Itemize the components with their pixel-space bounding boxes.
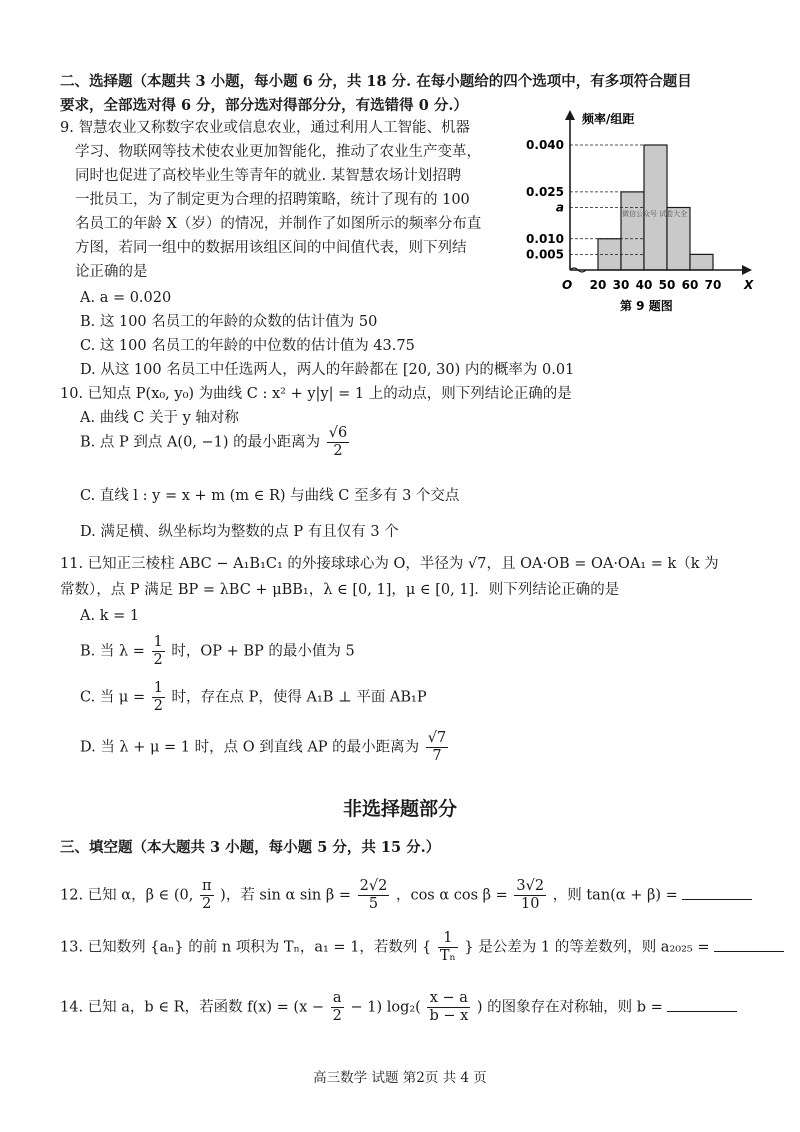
page-footer: 高三数学 试题 第2页 共 4 页 xyxy=(313,1070,487,1086)
fraction xyxy=(152,634,165,669)
q11-c-post: 时，存在点 P，使得 A₁B ⊥ 平面 AB₁P xyxy=(171,689,427,706)
fraction-numerator: 1 xyxy=(438,930,458,948)
q14-text: − 1) log₂( xyxy=(350,999,421,1016)
q12-text: 12. 已知 α，β ∈ (0, xyxy=(60,887,194,904)
y-tick-label: 0.025 xyxy=(526,184,564,199)
q9-line: 方图，若同一组中的数据用该组区间的中间值代表，则下列结 xyxy=(75,240,467,256)
answer-blank[interactable] xyxy=(667,997,737,1012)
q9-option-a: A. a = 0.020 xyxy=(80,290,172,306)
x-tick-label: 50 xyxy=(658,278,676,292)
fraction-numerator: 2√2 xyxy=(359,878,388,894)
section-2-heading-line1: 二、选择题（本题共 3 小题，每小题 6 分，共 18 分. 在每小题给的四个选项中，有多项符合题目 xyxy=(60,73,692,90)
q11-option-c xyxy=(80,680,427,715)
q14-text: 14. 已知 a，b ∈ R，若函数 f(x) = (x − xyxy=(60,999,325,1016)
q10-option-b xyxy=(80,425,351,460)
q11-option-d xyxy=(80,730,450,765)
q13-text: } 是公差为 1 的等差数列，则 a₂₀₂₅ = xyxy=(464,939,710,956)
histogram-bar-[60,70) xyxy=(690,254,713,270)
question-14 xyxy=(60,990,737,1025)
y-tick-label: 0.005 xyxy=(526,247,564,262)
x-tick-label: 40 xyxy=(635,278,653,292)
q9-option-d: D. 从这 100 名员工中任选两人，两人的年龄都在 [20, 30) 内的概率为 0.01 xyxy=(80,362,575,378)
fraction-denominator: 2 xyxy=(153,698,163,714)
fraction xyxy=(200,878,214,913)
q11-line1: 11. 已知正三棱柱 ABC − A₁B₁C₁ 的外接球球心为 O，半径为 √7，且 OA·OB = OA·OA₁ = k（k 为 xyxy=(60,556,719,572)
x-tick-label: 70 xyxy=(704,278,722,292)
section-2-heading-line2: 要求，全部选对得 6 分，部分选对得部分分，有选错得 0 分.） xyxy=(60,97,468,114)
y-tick-label: 0.010 xyxy=(526,231,564,246)
y-axis-title: 频率/组距 xyxy=(582,112,635,126)
q13-text: 13. 已知数列 {aₙ} 的前 n 项积为 Tₙ，a₁ = 1，若数列 { xyxy=(60,939,432,956)
fraction xyxy=(438,930,458,965)
question-13 xyxy=(60,930,784,965)
q12-text: )，若 sin α sin β = xyxy=(220,887,352,904)
fraction-denominator: b − x xyxy=(429,1008,469,1024)
q12-text: ，则 tan(α + β) = xyxy=(552,887,678,904)
q11-d-pre: D. 当 λ + μ = 1 时，点 O 到直线 AP 的最小距离为 xyxy=(80,739,420,756)
section-3-heading: 三、填空题（本大题共 3 小题，每小题 5 分，共 15 分.） xyxy=(60,839,441,856)
y-tick-label: 0.040 xyxy=(526,138,564,152)
watermark-text: 微信公众号 试卷大全 xyxy=(622,210,688,218)
q12-text: ，cos α cos β = xyxy=(395,887,508,904)
fraction-numerator: 1 xyxy=(153,634,163,650)
y-tick-label: a xyxy=(555,200,564,215)
q11-option-a: A. k = 1 xyxy=(80,608,140,624)
fraction-numerator: 3√2 xyxy=(516,878,545,894)
q9-line: 论正确的是 xyxy=(75,264,148,280)
q10-option-c: C. 直线 l : y = x + m (m ∈ R) 与曲线 C 至多有 3 个交点 xyxy=(80,488,460,504)
fraction xyxy=(331,990,344,1025)
histogram-bar-[30,40) xyxy=(621,192,644,270)
origin-label: O xyxy=(562,278,573,292)
q11-b-post: 时，OP + BP 的最小值为 5 xyxy=(171,643,355,660)
fraction xyxy=(327,425,349,460)
fraction xyxy=(514,878,546,913)
fraction-numerator: π xyxy=(202,878,212,894)
q9-option-c: C. 这 100 名员工的年龄的中位数的估计值为 43.75 xyxy=(80,338,415,354)
fraction-denominator: 7 xyxy=(432,748,442,764)
q11-b-pre: B. 当 λ = xyxy=(80,643,145,660)
q10-option-a: A. 曲线 C 关于 y 轴对称 xyxy=(80,410,239,426)
q9-line: 学习、物联网等技术使农业更加智能化，推动了农业生产变革， xyxy=(75,144,481,160)
x-tick-label: 30 xyxy=(612,278,630,292)
q9-line: 名员工的年龄 X（岁）的情况，并制作了如图所示的频率分布直 xyxy=(75,216,482,232)
q14-text: ) 的图象存在对称轴，则 b = xyxy=(476,999,663,1016)
fraction-numerator: 1 xyxy=(153,680,163,696)
fraction-denominator: 2 xyxy=(332,1008,342,1024)
histogram-bar-[40,50) xyxy=(644,145,667,270)
q11-line2: 常数），点 P 满足 BP = λBC + μBB₁，λ ∈ [0, 1]，μ ∈ [0, 1]．则下列结论正确的是 xyxy=(60,582,620,598)
fraction-numerator: √7 xyxy=(427,730,447,746)
x-axis-title: X xyxy=(744,278,754,292)
q10-stem: 10. 已知点 P(x₀, y₀) 为曲线 C : x² + y|y| = 1 上的动点，则下列结论正确的是 xyxy=(60,386,572,402)
fraction-denominator: 5 xyxy=(368,896,379,912)
q9-option-b: B. 这 100 名员工的年龄的众数的估计值为 50 xyxy=(80,314,378,330)
chart-caption: 第 9 题图 xyxy=(620,299,673,313)
fraction-denominator: Tₙ xyxy=(439,948,456,964)
fraction-numerator: a xyxy=(331,990,344,1008)
histogram-chart xyxy=(520,108,760,320)
fraction-denominator: 2 xyxy=(333,443,343,459)
fraction-denominator: 10 xyxy=(521,896,540,912)
q11-c-pre: C. 当 μ = xyxy=(80,689,146,706)
q11-option-b xyxy=(80,634,355,669)
fraction xyxy=(358,878,390,913)
x-tick-label: 20 xyxy=(589,278,607,292)
q10-option-d: D. 满足横、纵坐标均为整数的点 P 有且仅有 3 个 xyxy=(80,524,399,540)
fraction-numerator: x − a xyxy=(427,990,470,1008)
fraction xyxy=(152,680,165,715)
answer-blank[interactable] xyxy=(714,937,784,952)
q9-line: 一批员工，为了制定更为合理的招聘策略，统计了现有的 100 xyxy=(75,192,470,208)
answer-blank[interactable] xyxy=(682,885,752,900)
q9-line: 同时也促进了高校毕业生等青年的就业. 某智慧农场计划招聘 xyxy=(75,168,462,184)
fraction-numerator: √6 xyxy=(328,425,348,441)
fraction xyxy=(426,730,448,765)
part-title: 非选择题部分 xyxy=(342,798,457,820)
fraction-denominator: 2 xyxy=(202,896,212,912)
fraction-denominator: 2 xyxy=(153,652,163,668)
x-tick-label: 60 xyxy=(681,278,699,292)
question-12 xyxy=(60,878,752,913)
fraction xyxy=(427,990,470,1025)
q9-line: 9. 智慧农业又称数字农业或信息农业，通过利用人工智能、机器 xyxy=(60,120,470,136)
q10-b-text: B. 点 P 到点 A(0, −1) 的最小距离为 xyxy=(80,434,321,451)
